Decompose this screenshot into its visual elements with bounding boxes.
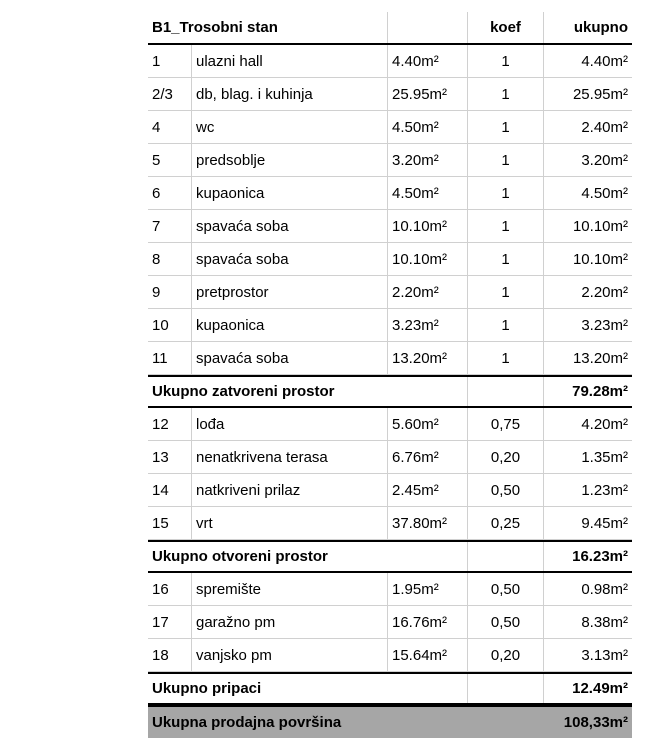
room-koef: 0,50 bbox=[468, 474, 544, 506]
summary-total: 12.49m² bbox=[572, 680, 628, 697]
summary-label: Ukupno pripaci bbox=[148, 674, 468, 703]
room-area: 25.95m² bbox=[388, 78, 468, 110]
table-row bbox=[148, 111, 632, 144]
table-row bbox=[148, 276, 632, 309]
summary-koef bbox=[468, 377, 544, 406]
room-number: 1 bbox=[148, 45, 192, 77]
grand-total-row bbox=[148, 705, 632, 738]
room-area: 10.10m² bbox=[388, 243, 468, 275]
room-area: 3.23m² bbox=[388, 309, 468, 341]
table-row bbox=[148, 177, 632, 210]
summary-total: 79.28m² bbox=[572, 383, 628, 400]
room-name: vrt bbox=[192, 507, 388, 539]
room-koef: 1 bbox=[468, 78, 544, 110]
room-koef: 0,25 bbox=[468, 507, 544, 539]
room-name: spremište bbox=[192, 573, 388, 605]
room-koef: 1 bbox=[468, 309, 544, 341]
room-total: 3.23m² bbox=[581, 316, 628, 334]
group-open-rooms bbox=[148, 408, 632, 540]
room-koef: 1 bbox=[468, 144, 544, 176]
room-number: 18 bbox=[148, 639, 192, 671]
room-total: 4.40m² bbox=[581, 52, 628, 70]
room-name: predsoblje bbox=[192, 144, 388, 176]
table-row bbox=[148, 309, 632, 342]
summary-row-accessories bbox=[148, 672, 632, 705]
room-area: 6.76m² bbox=[388, 441, 468, 473]
room-area: 1.95m² bbox=[388, 573, 468, 605]
room-name: ulazni hall bbox=[192, 45, 388, 77]
room-total: 1.23m² bbox=[581, 481, 628, 499]
summary-row-open bbox=[148, 540, 632, 573]
room-total: 3.13m² bbox=[581, 646, 628, 664]
room-total: 25.95m² bbox=[572, 85, 628, 103]
table-row bbox=[148, 210, 632, 243]
grand-total-label: Ukupna prodajna površina bbox=[152, 714, 342, 731]
room-area: 16.76m² bbox=[388, 606, 468, 638]
room-koef: 1 bbox=[468, 111, 544, 143]
table-row bbox=[148, 408, 632, 441]
room-name: pretprostor bbox=[192, 276, 388, 308]
room-number: 7 bbox=[148, 210, 192, 242]
table-header-row bbox=[148, 12, 632, 45]
room-koef: 0,50 bbox=[468, 606, 544, 638]
room-name: spavaća soba bbox=[192, 243, 388, 275]
room-area: 13.20m² bbox=[388, 342, 468, 374]
room-number: 8 bbox=[148, 243, 192, 275]
room-koef: 0,75 bbox=[468, 408, 544, 440]
summary-koef bbox=[468, 542, 544, 571]
room-number: 13 bbox=[148, 441, 192, 473]
room-name: wc bbox=[192, 111, 388, 143]
room-name: spavaća soba bbox=[192, 210, 388, 242]
room-name: lođa bbox=[192, 408, 388, 440]
room-area: 5.60m² bbox=[388, 408, 468, 440]
room-number: 10 bbox=[148, 309, 192, 341]
table-row bbox=[148, 78, 632, 111]
room-total: 4.20m² bbox=[581, 415, 628, 433]
room-number: 16 bbox=[148, 573, 192, 605]
table-row bbox=[148, 606, 632, 639]
room-koef: 1 bbox=[468, 243, 544, 275]
room-koef: 1 bbox=[468, 45, 544, 77]
room-area: 2.45m² bbox=[388, 474, 468, 506]
summary-total: 16.23m² bbox=[572, 548, 628, 565]
room-number: 14 bbox=[148, 474, 192, 506]
group-accessories bbox=[148, 573, 632, 672]
room-total: 3.20m² bbox=[581, 151, 628, 169]
header-koef: koef bbox=[468, 12, 544, 43]
room-area: 4.50m² bbox=[388, 111, 468, 143]
room-number: 6 bbox=[148, 177, 192, 209]
grand-total-value: 108,33m² bbox=[563, 714, 628, 731]
table-row bbox=[148, 474, 632, 507]
group-closed-rooms bbox=[148, 45, 632, 375]
room-number: 9 bbox=[148, 276, 192, 308]
room-name: garažno pm bbox=[192, 606, 388, 638]
room-name: db, blag. i kuhinja bbox=[192, 78, 388, 110]
room-total: 2.20m² bbox=[581, 283, 628, 301]
room-area: 4.50m² bbox=[388, 177, 468, 209]
room-name: nenatkrivena terasa bbox=[192, 441, 388, 473]
table-row bbox=[148, 507, 632, 540]
room-total: 13.20m² bbox=[572, 349, 628, 367]
room-total: 2.40m² bbox=[581, 118, 628, 136]
room-area: 4.40m² bbox=[388, 45, 468, 77]
room-name: spavaća soba bbox=[192, 342, 388, 374]
room-koef: 1 bbox=[468, 276, 544, 308]
table-row bbox=[148, 441, 632, 474]
header-area bbox=[388, 12, 468, 43]
room-number: 4 bbox=[148, 111, 192, 143]
area-table bbox=[148, 12, 632, 738]
room-area: 10.10m² bbox=[388, 210, 468, 242]
room-koef: 0,50 bbox=[468, 573, 544, 605]
room-number: 5 bbox=[148, 144, 192, 176]
room-name: kupaonica bbox=[192, 309, 388, 341]
room-area: 15.64m² bbox=[388, 639, 468, 671]
table-row bbox=[148, 144, 632, 177]
room-koef: 0,20 bbox=[468, 639, 544, 671]
room-koef: 1 bbox=[468, 210, 544, 242]
table-row bbox=[148, 243, 632, 276]
room-total: 10.10m² bbox=[572, 217, 628, 235]
room-koef: 1 bbox=[468, 342, 544, 374]
room-number: 11 bbox=[148, 342, 192, 374]
table-row bbox=[148, 45, 632, 78]
room-total: 10.10m² bbox=[572, 250, 628, 268]
table-row bbox=[148, 573, 632, 606]
room-koef: 1 bbox=[468, 177, 544, 209]
room-total: 4.50m² bbox=[581, 184, 628, 202]
room-area: 2.20m² bbox=[388, 276, 468, 308]
room-total: 8.38m² bbox=[581, 613, 628, 631]
room-koef: 0,20 bbox=[468, 441, 544, 473]
room-area: 3.20m² bbox=[388, 144, 468, 176]
room-number: 17 bbox=[148, 606, 192, 638]
summary-koef bbox=[468, 674, 544, 703]
room-number: 15 bbox=[148, 507, 192, 539]
room-total: 0.98m² bbox=[581, 580, 628, 598]
room-total: 9.45m² bbox=[581, 514, 628, 532]
room-number: 12 bbox=[148, 408, 192, 440]
room-name: kupaonica bbox=[192, 177, 388, 209]
room-total: 1.35m² bbox=[581, 448, 628, 466]
room-area: 37.80m² bbox=[388, 507, 468, 539]
room-number: 2/3 bbox=[148, 78, 192, 110]
table-row bbox=[148, 342, 632, 375]
table-row bbox=[148, 639, 632, 672]
summary-label: Ukupno otvoreni prostor bbox=[148, 542, 468, 571]
room-name: vanjsko pm bbox=[192, 639, 388, 671]
room-name: natkriveni prilaz bbox=[192, 474, 388, 506]
table-title: B1_Trosobni stan bbox=[148, 12, 388, 43]
summary-row-closed bbox=[148, 375, 632, 408]
summary-label: Ukupno zatvoreni prostor bbox=[148, 377, 468, 406]
header-ukupno: ukupno bbox=[573, 19, 628, 36]
